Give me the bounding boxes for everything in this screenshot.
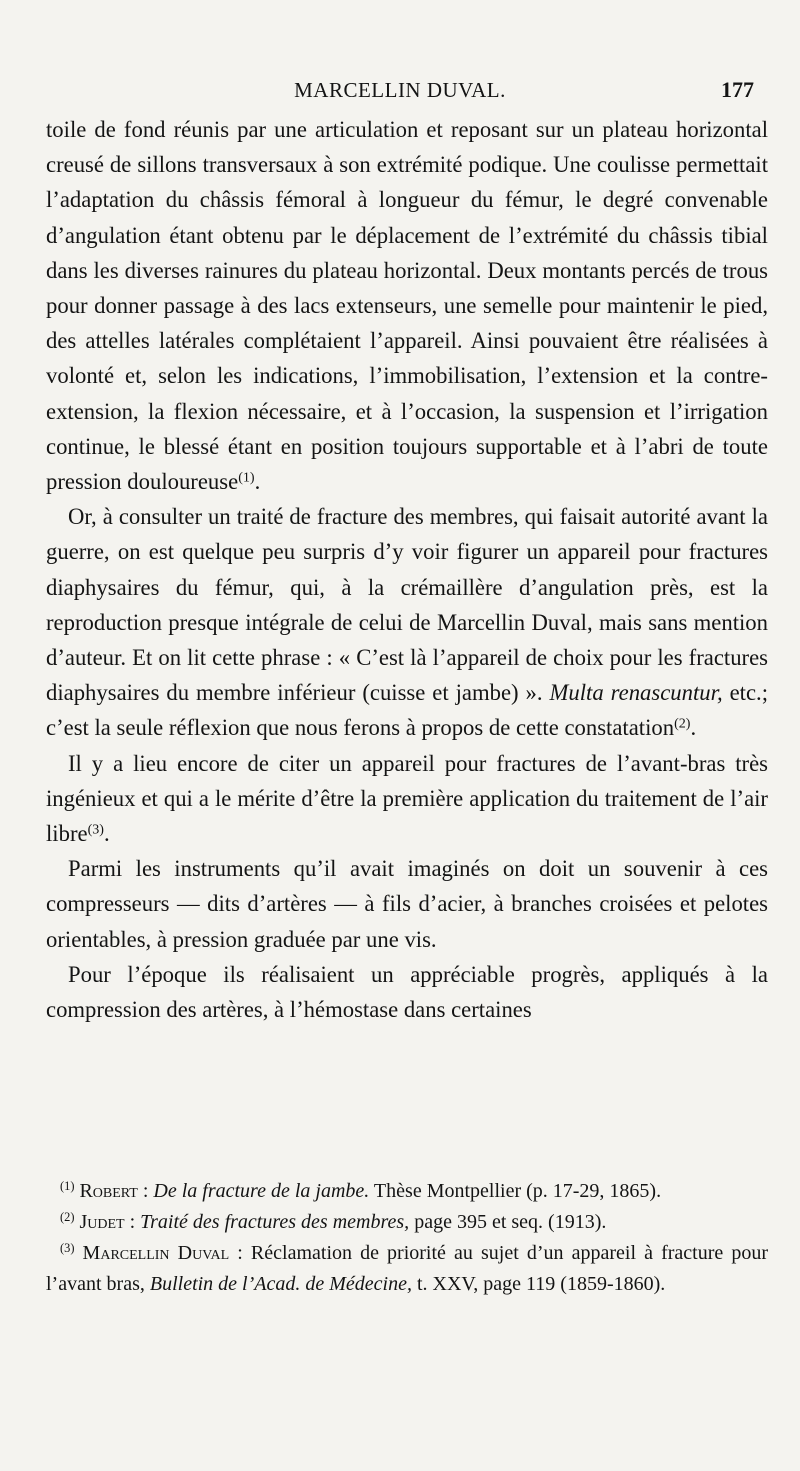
paragraph-2-end: . [690,715,697,741]
footnote-3-text: Réclamation de priorité au sujet d’un appareil à fracture pour l’avant bras, [46,1242,768,1295]
footnote-1-title: De la fracture de la jambe. [153,1180,370,1202]
running-title: MARCELLIN DUVAL. [294,78,506,102]
footnote-2-title: Traité des fractures des membres, [140,1211,410,1233]
paragraph-3-text: Il y a lieu encore de citer un appareil pour fractures de l’avant-bras très ingénieux et qui a le mérite d’être la première application du traitement de l’air libre [46,750,768,847]
running-head [46,74,754,106]
paragraph-2 [46,499,768,745]
footnote-3-title: Bulletin de l’Acad. de Médecine, [149,1273,412,1295]
latin-quote: Multa renascuntur, [549,680,723,706]
paragraph-2-text-b: etc.; c’est la seule réflexion que nous ferons à propos de cette constatation [46,680,768,741]
footnote-1-sep: : [137,1180,154,1202]
page-number: 177 [721,77,754,102]
paragraph-1 [46,112,768,499]
footnote-2-rest: page 395 et seq. (1913). [409,1211,607,1233]
body-text [46,112,768,1027]
paragraph-5: Pour l’époque ils réalisaient un appréciable progrès, appliqués à la compression des artères, à l’hémostase dans certaines [46,961,768,1023]
footnote-3-sep: : [229,1242,251,1264]
paragraph-2-text-a: Or, à consulter un traité de fracture des membres, qui faisait autorité avant la guerre, on est quelque peu surpris d’y voir figurer un appareil pour fractures diaphysaires du fémur, qui, à la crémaillère d’angulation près, est la reproduction presque intégrale de celui de Marcellin Duval, mais sans mention d’auteur. Et on lit cette phrase : « C’est là l’appareil de choix pour les fractures diaphysaires du membre inférieur (cuisse et jambe) ». [46,504,768,706]
footnote-marker-3: (3) [60,1241,75,1256]
footnote-1-author: Robert [79,1180,138,1202]
footnote-1 [46,1176,768,1207]
paragraph-1-end: . [254,469,261,495]
footnote-ref-1: (1) [238,469,255,486]
footnote-2-sep: : [124,1211,141,1233]
paragraph-3-end: . [103,821,110,847]
footnote-3 [46,1238,768,1300]
footnote-2-author: Judet [79,1211,125,1233]
footnote-ref-2: (2) [674,715,691,732]
footnotes [46,1176,768,1300]
paragraph-3 [46,746,768,852]
footnote-3-rest: t. XXV, page 119 (1859-1860). [411,1273,666,1295]
footnote-1-rest: Thèse Montpellier (p. 17-29, 1865). [369,1180,662,1202]
footnote-3-author: Marcellin Duval [82,1242,230,1264]
paragraph-1-text: toile de fond réunis par une articulation et reposant sur un plateau horizontal creusé de sillons transversaux à son extrémité podique. Une coulisse permettait l’adaptation du châssis fémoral à longueur du fémur, le degré convenable d’angulation étant obtenu par le déplacement de l’extrémité du châssis tibial dans les diverses rainures du plateau horizontal. Deux montants percés de trous pour donner passage à des lacs extenseurs, une semelle pour maintenir le pied, des attelles latérales complétaient l’appareil. Ainsi pouvaient être réalisées à volonté et, selon les indications, l’immobilisation, l’extension et la contre-extension, la flexion nécessaire, et à l’occasion, la suspension et l’irrigation continue, le blessé étant en position toujours supportable et à l’abri de toute pression douloureuse [46,117,768,495]
paragraph-4: Parmi les instruments qu’il avait imaginés on doit un souvenir à ces compresseurs — dits d’artères — à fils d’acier, à branches croisées et pelotes orientables, à pression graduée par une vis. [46,856,768,952]
footnote-marker-1: (1) [60,1179,75,1194]
footnote-ref-3: (3) [87,821,104,838]
footnote-2 [46,1207,768,1238]
footnote-marker-2: (2) [60,1210,75,1225]
